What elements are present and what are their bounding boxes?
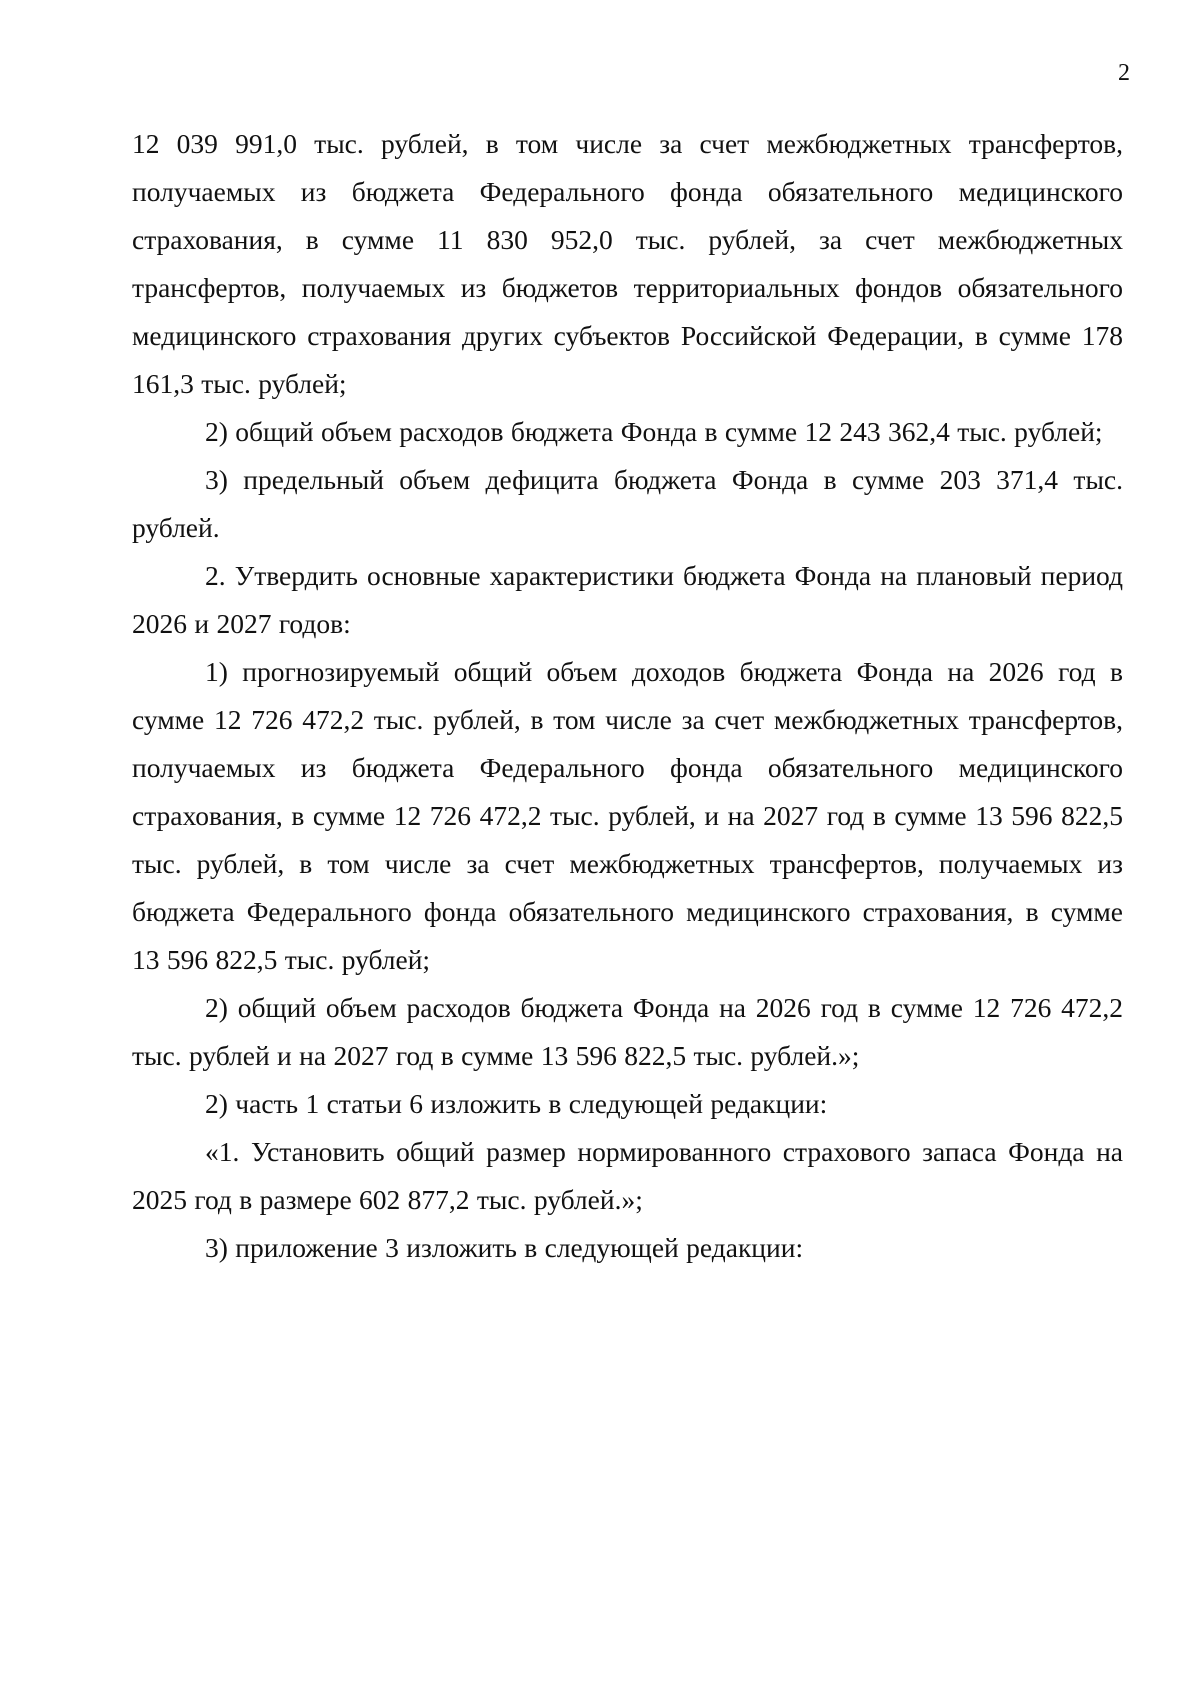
paragraph-insurance-reserve: «1. Установить общий размер нормированного страхового запаса Фонда на 2025 год в размере 602 877,2 тыс. рублей.»; bbox=[132, 1136, 1123, 1215]
paragraph-deficit: 3) предельный объем дефицита бюджета Фонда в сумме 203 371,4 тыс. рублей. bbox=[132, 464, 1123, 543]
paragraph-total-expenses: 2) общий объем расходов бюджета Фонда в сумме 12 243 362,4 тыс. рублей; bbox=[205, 416, 1103, 447]
paragraph-planning-period: 2. Утвердить основные характеристики бюджета Фонда на плановый период 2026 и 2027 годов: bbox=[132, 560, 1123, 639]
paragraph-planned-expenses: 2) общий объем расходов бюджета Фонда на 2026 год в сумме 12 726 472,2 тыс. рублей и на 2027 год в сумме 13 596 822,5 тыс. рублей.»; bbox=[132, 992, 1123, 1071]
paragraph-article-6-amendment: 2) часть 1 статьи 6 изложить в следующей редакции: bbox=[205, 1088, 828, 1119]
paragraph-income-continuation: 12 039 991,0 тыс. рублей, в том числе за счет межбюджетных трансфертов, получаемых из бюджета Федерального фонда обязательного медицинского страхования, в сумме 11 830 952,0 тыс. рублей, за счет межбюджетных трансфертов, получаемых из бюджетов территориальных фондов обязательного медицинского страхования других субъектов Российской Федерации, в сумме 178 161,3 тыс. рублей; bbox=[132, 128, 1123, 399]
page-number: 2 bbox=[1118, 60, 1130, 86]
paragraph-forecast-income: 1) прогнозируемый общий объем доходов бюджета Фонда на 2026 год в сумме 12 726 472,2 тыс. рублей, в том числе за счет межбюджетных трансфертов, получаемых из бюджета Федерального фонда обязательного медицинского страхования, в сумме 12 726 472,2 тыс. рублей, и на 2027 год в сумме 13 596 822,5 тыс. рублей, в том числе за счет межбюджетных трансфертов, получаемых из бюджета Федерального фонда обязательного медицинского страхования, в сумме 13 596 822,5 тыс. рублей; bbox=[132, 656, 1123, 975]
paragraph-appendix-3-amendment: 3) приложение 3 изложить в следующей редакции: bbox=[205, 1232, 804, 1263]
document-body bbox=[132, 120, 1123, 1272]
